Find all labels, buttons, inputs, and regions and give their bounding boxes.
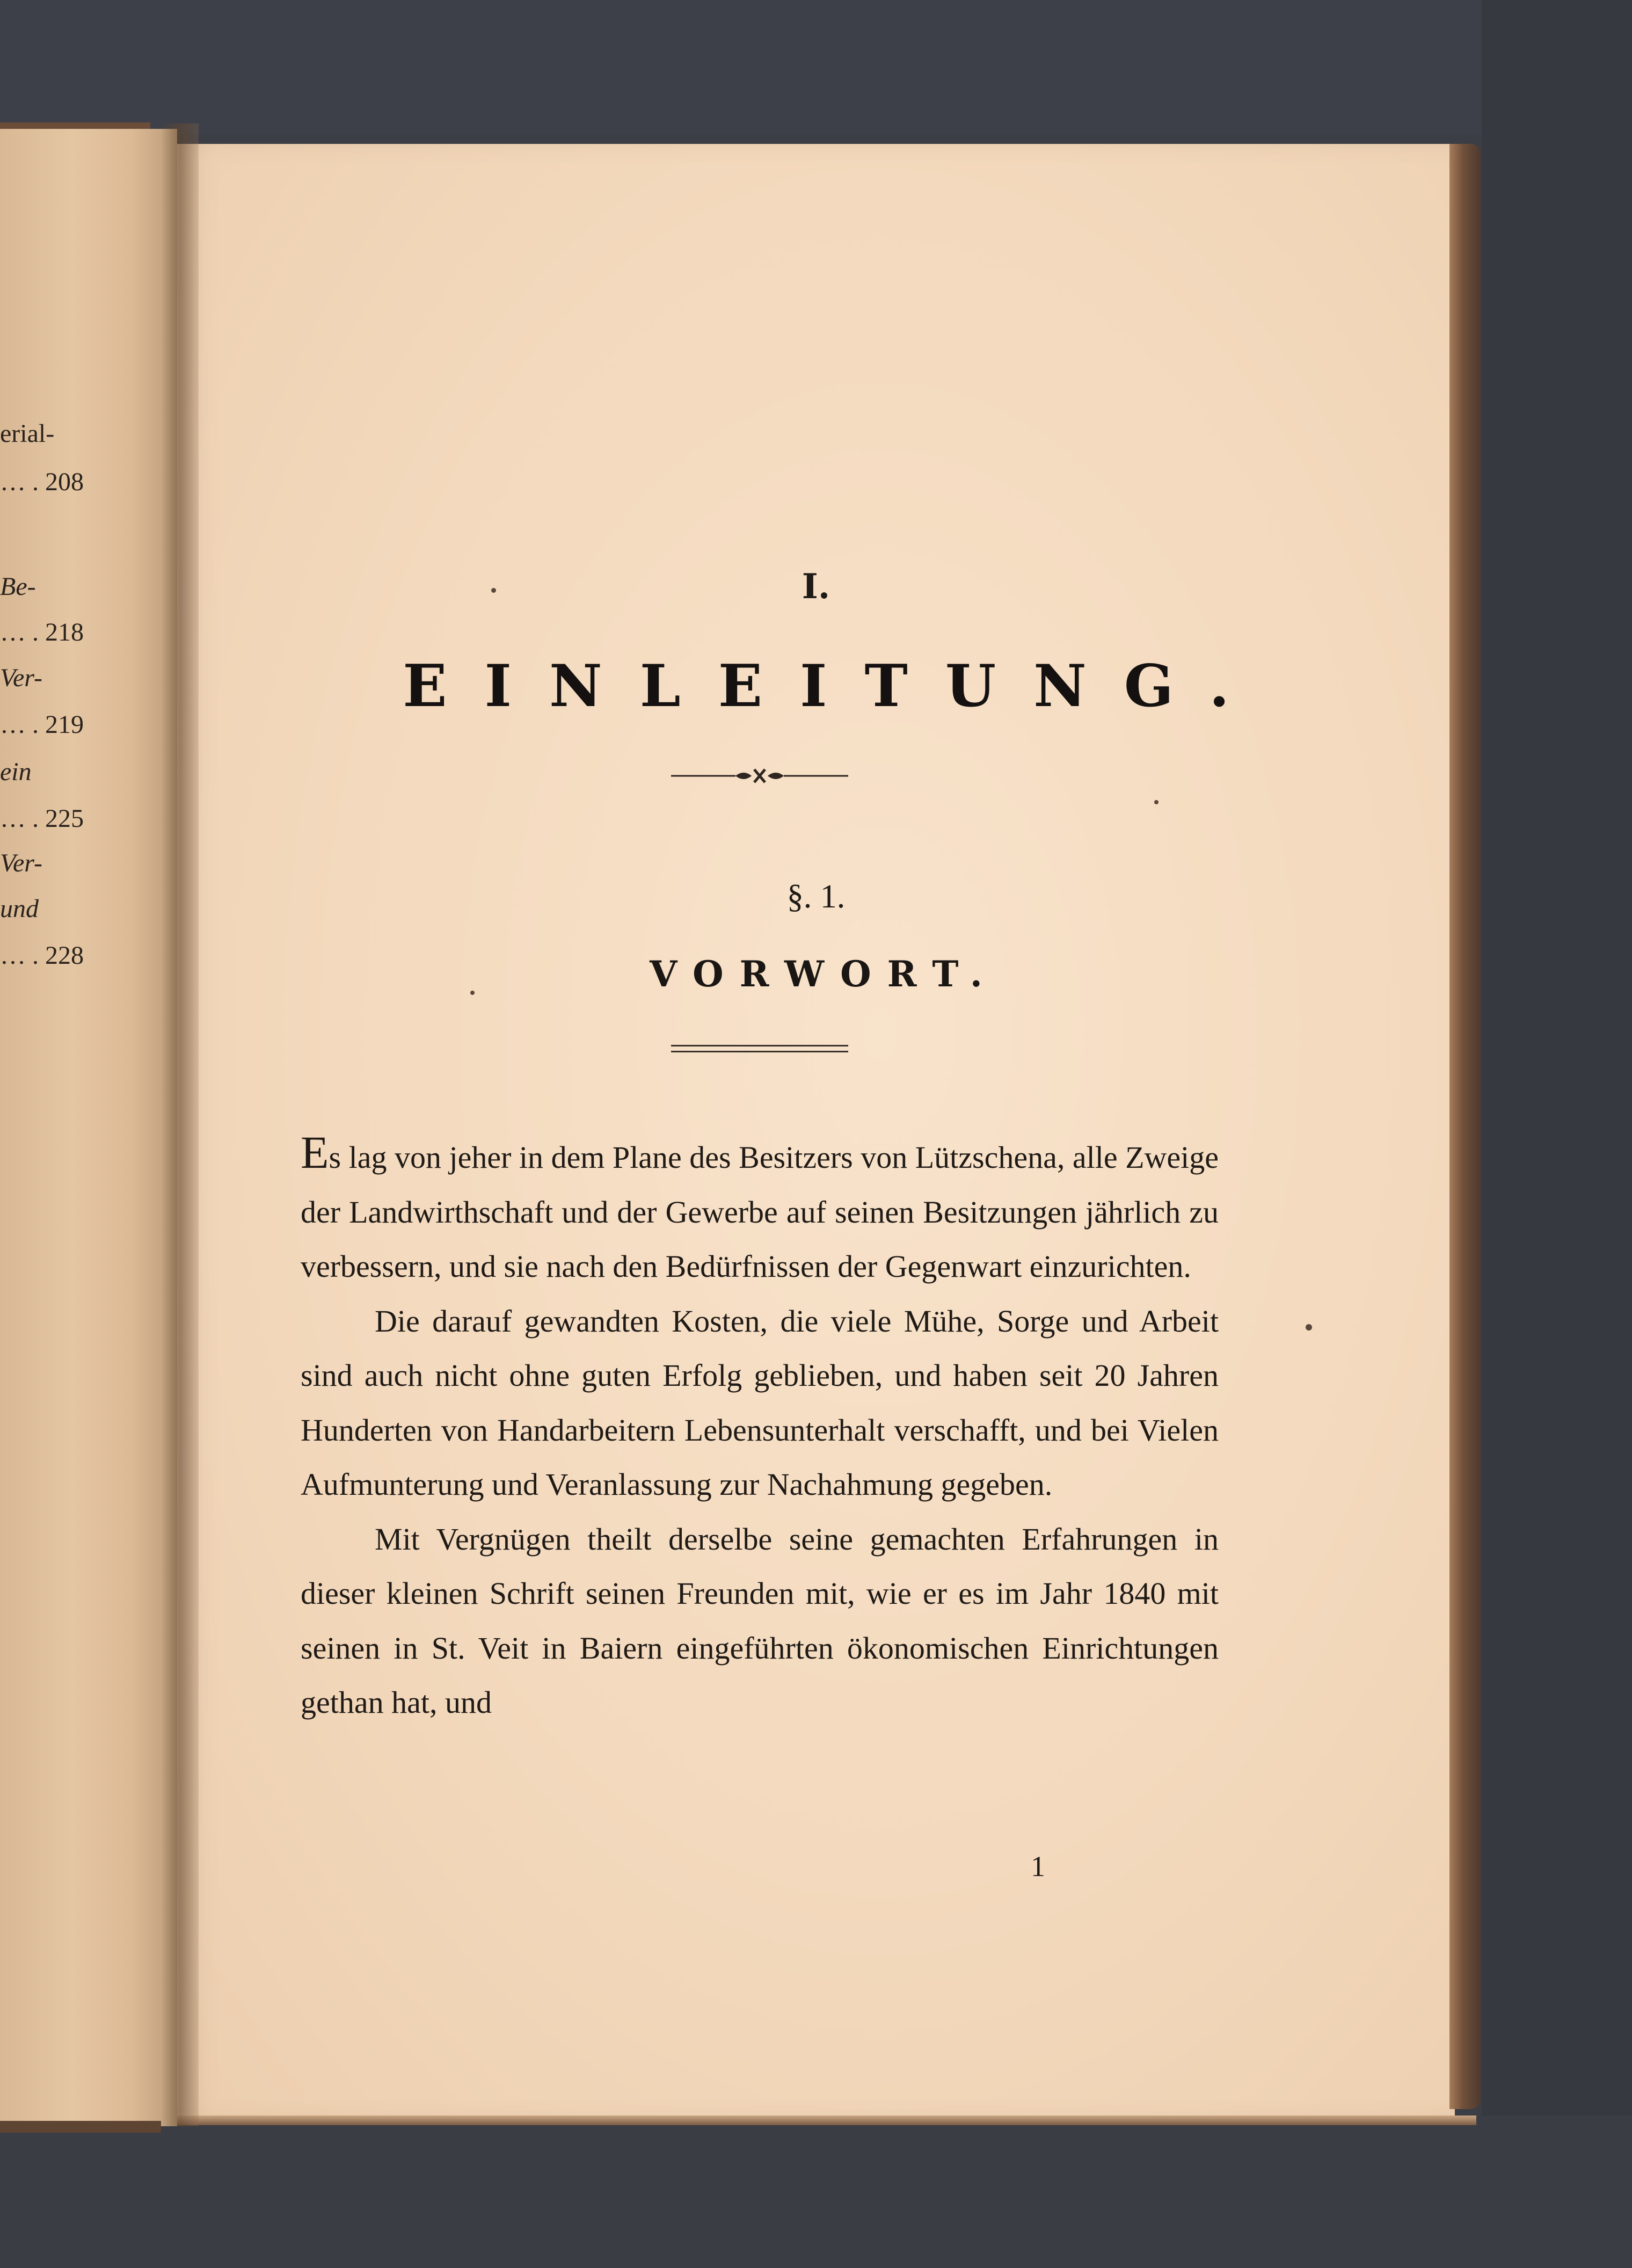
ornament-divider <box>671 766 848 786</box>
left-page-bottom-edge <box>0 2121 161 2133</box>
paragraph-text: s lag von jeher in dem Plane des Besitzers von Lützschena, alle Zweige der Landwirthschaft und der Gewerbe auf seinen Besitzungen jährlich zu verbessern, und sie nach den Bedürfnissen der Gegenwart einzurichten. <box>301 1140 1219 1284</box>
right-page-bottom-edge <box>177 2116 1476 2125</box>
paragraph: Die darauf gewandten Kosten, die viele Mühe, Sorge und Arbeit sind auch nicht ohne guten Erfolg geblieben, und haben seit 20 Jahren Hunderten von Handarbeitern Lebensunterhalt verschafft, und bei Vielen Aufmunterung und Veranlassung zur Nachahmung gegeben. <box>301 1303 1219 1502</box>
left-index-line: … . 208 <box>0 468 84 496</box>
paper-speck <box>1154 800 1159 804</box>
background-right <box>1482 0 1632 2268</box>
chapter-title: EINLEITUNG. <box>403 652 1267 720</box>
paper-speck <box>491 588 496 593</box>
left-index-line: … . 225 <box>0 804 84 833</box>
double-rule-divider <box>671 1045 848 1052</box>
left-index-line: Ver- <box>0 849 43 877</box>
left-index-line: … . 228 <box>0 941 84 970</box>
body-text <box>301 1126 1219 1730</box>
paper-speck <box>470 991 475 995</box>
left-index-line: und <box>0 895 39 923</box>
paragraph <box>301 1126 1219 1294</box>
paragraph: Mit Vergnügen theilt derselbe seine gemachten Erfahrungen in dieser kleinen Schrift seinen Freunden mit, wie er es im Jahr 1840 mit seinen in St. Veit in Baiern eingeführten ökonomischen Einrichtungen gethan hat, und <box>301 1521 1219 1720</box>
section-heading: VORWORT. <box>650 953 999 995</box>
background-bottom <box>0 2116 1632 2268</box>
chapter-numeral: I. <box>802 566 830 607</box>
right-page-edge <box>1449 144 1481 2109</box>
left-index-line: Ver- <box>0 664 43 692</box>
background-top <box>0 0 1632 134</box>
paper-speck <box>1306 1324 1312 1331</box>
left-index-line: … . 218 <box>0 618 84 646</box>
left-index-line: … . 219 <box>0 710 84 739</box>
left-index-line: erial- <box>0 419 55 448</box>
section-mark: §. 1. <box>786 878 846 915</box>
left-index-line: ein <box>0 758 32 786</box>
page-number: 1 <box>1031 1850 1045 1882</box>
drop-cap: E <box>301 1126 329 1178</box>
book-gutter <box>161 123 199 2126</box>
left-index-line: Be- <box>0 572 36 601</box>
